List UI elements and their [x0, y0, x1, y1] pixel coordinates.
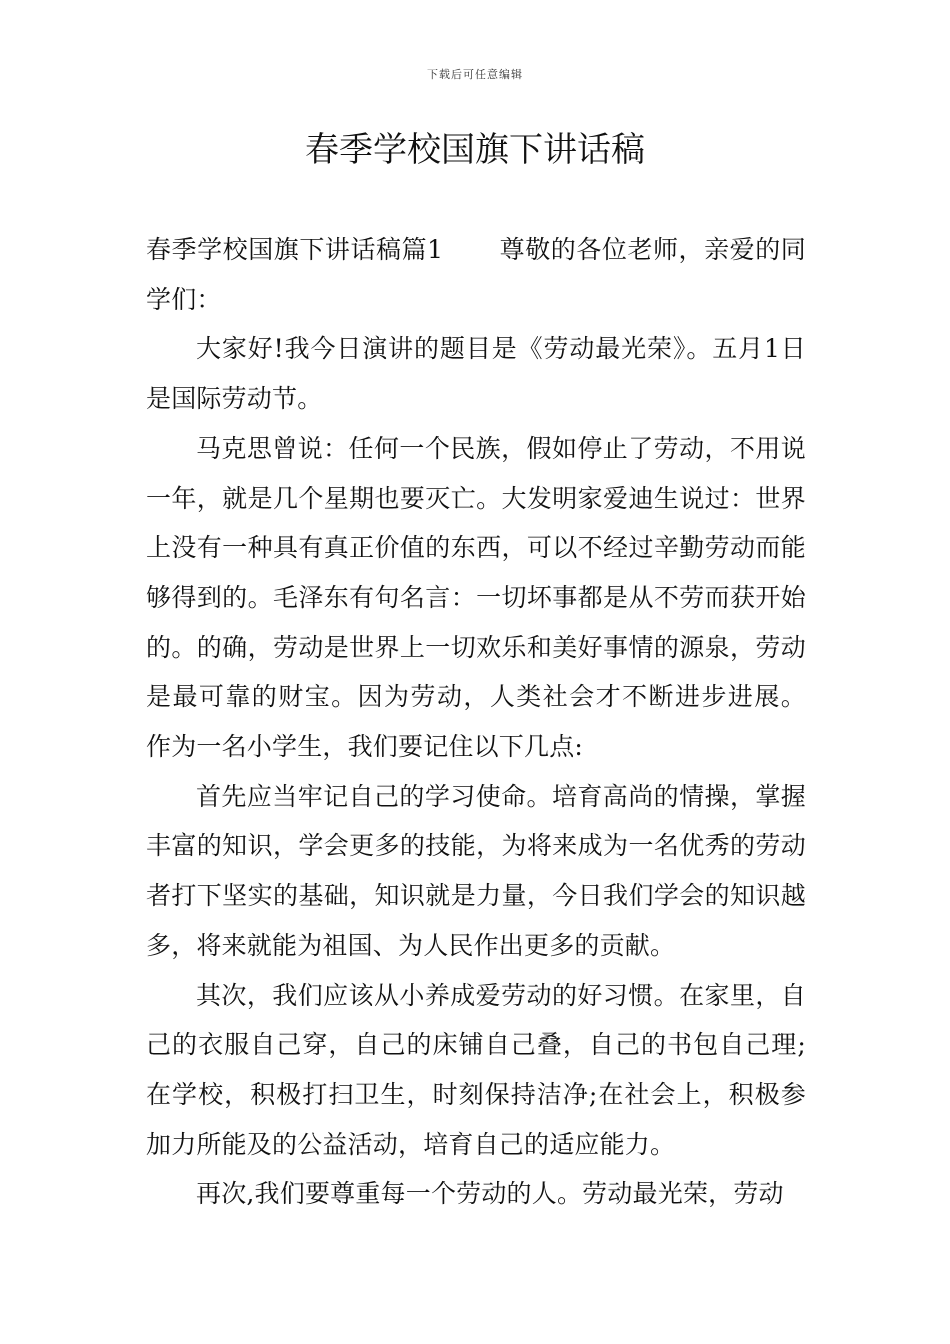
paragraph: 大家好!我今日演讲的题目是《劳动最光荣》。五月1日是国际劳动节。	[146, 334, 806, 414]
intro-paragraph	[146, 225, 806, 324]
paragraph: 其次，我们应该从小养成爱劳动的好习惯。在家里，自己的衣服自己穿，自己的床铺自己叠，自己的书包自己理;在学校，积极打扫卫生，时刻保持洁净;在社会上，积极参加力所能及的公益活动，培育自己的适应能力。	[146, 980, 806, 1159]
document-body	[146, 225, 806, 1219]
document-title: 春季学校国旗下讲话稿	[305, 130, 645, 170]
intro-greeting: 尊敬的各位老师，亲爱的同学们：	[146, 235, 807, 314]
paragraph: 马克思曾说：任何一个民族，假如停止了劳动，不用说一年，就是几个星期也要灭亡。大发明家爱迪生说过：世界上没有一种具有真正价值的东西，可以不经过辛勤劳动而能够得到的。毛泽东有句名言：一切坏事都是从不劳而获开始的。的确，劳动是世界上一切欢乐和美好事情的源泉，劳动是最可靠的财宝。因为劳动，人类社会才不断进步进展。 作为一名小学生，我们要记住以下几点:	[146, 433, 806, 762]
paragraph: 首先应当牢记自己的学习使命。培育高尚的情操，掌握丰富的知识，学会更多的技能，为将来成为一名优秀的劳动者打下坚实的基础，知识就是力量，今日我们学会的知识越多，将来就能为祖国、为人民作出更多的贡献。	[146, 781, 806, 960]
intro-lead: 春季学校国旗下讲话稿篇1	[146, 235, 444, 264]
header-note: 下载后可任意编辑	[427, 68, 523, 81]
paragraph: 再次,我们要尊重每一个劳动的人。劳动最光荣，劳动	[196, 1179, 784, 1209]
